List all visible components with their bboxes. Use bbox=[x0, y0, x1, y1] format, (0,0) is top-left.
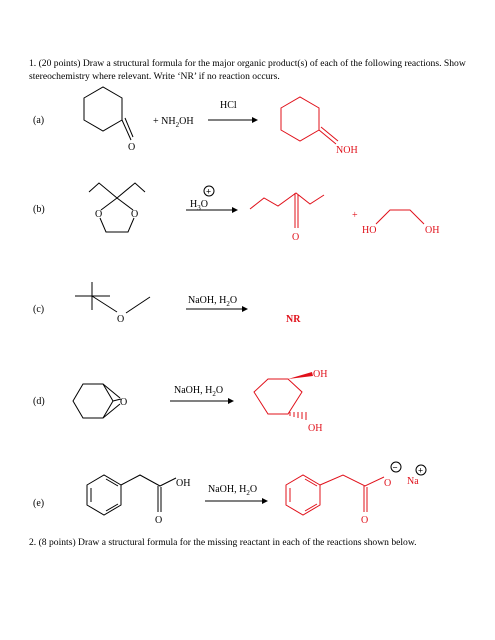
svg-text:+ NH2OH bbox=[153, 116, 194, 129]
reaction-d-cond-sub: 2 bbox=[212, 390, 216, 398]
reaction-d bbox=[33, 369, 327, 434]
svg-text:NaOH, H2O bbox=[188, 295, 237, 308]
reaction-b-oh: OH bbox=[425, 225, 440, 236]
reaction-b-cond-post: O bbox=[200, 199, 208, 210]
reaction-c-cond-post: O bbox=[229, 295, 238, 306]
ketal-dioxolane-bridge bbox=[100, 218, 134, 232]
product-benzene-ring bbox=[286, 475, 320, 515]
reaction-e-na-charge: + bbox=[418, 465, 424, 476]
reaction-c-cond-sub: 2 bbox=[226, 300, 230, 308]
reaction-e bbox=[33, 462, 426, 526]
diol-ring bbox=[254, 379, 302, 414]
reaction-a bbox=[33, 87, 358, 156]
reaction-e-label: (e) bbox=[33, 498, 45, 509]
reaction-d-o: O bbox=[120, 397, 128, 408]
reaction-b-cond-pre: H bbox=[190, 199, 198, 210]
reaction-d-oh-bottom: OH bbox=[308, 423, 323, 434]
reaction-e-arrowhead bbox=[262, 498, 268, 504]
epoxide-bond-3 bbox=[103, 404, 120, 418]
ether-bond-1 bbox=[92, 296, 117, 312]
reaction-c-arrowhead bbox=[242, 306, 248, 312]
reaction-b-product-o: O bbox=[292, 232, 300, 243]
reaction-e-oh: OH bbox=[176, 478, 191, 489]
reaction-b-o2: O bbox=[131, 209, 139, 220]
reaction-a-plus-reagent: + NH bbox=[153, 116, 176, 127]
reaction-b bbox=[33, 183, 439, 243]
reaction-c-nr: NR bbox=[286, 314, 301, 325]
question-2-text: 2. (8 points) Draw a structural formula for the missing reactant in each of the reactions shown below. bbox=[29, 537, 417, 548]
reaction-a-reagent-tail: OH bbox=[179, 116, 194, 127]
oxime-ring bbox=[281, 97, 319, 141]
pentanone-chain bbox=[250, 193, 324, 209]
reaction-c-label: (c) bbox=[33, 304, 45, 315]
ketal-ethyl-chains bbox=[89, 183, 145, 198]
reaction-b-charge: + bbox=[206, 186, 212, 197]
reaction-a-o-atom: O bbox=[128, 142, 136, 153]
reaction-e-minus: − bbox=[392, 462, 398, 473]
reaction-a-product-noh: NOH bbox=[336, 145, 358, 156]
acetic-chain bbox=[121, 475, 176, 486]
reaction-b-label: (b) bbox=[33, 204, 45, 215]
ether-bond-2 bbox=[126, 297, 150, 313]
reaction-b-plus: + bbox=[352, 210, 358, 221]
reaction-c-cond-pre: NaOH, H bbox=[188, 295, 227, 306]
svg-text:NaOH, H2O bbox=[174, 385, 223, 398]
reaction-b-arrowhead bbox=[232, 207, 238, 213]
ethylene-glycol-chain bbox=[376, 210, 424, 224]
benzene-ring bbox=[87, 475, 121, 515]
reaction-d-cond-post: O bbox=[215, 385, 224, 396]
wedge-bond bbox=[288, 372, 313, 379]
carbonyl-bond-2 bbox=[125, 118, 133, 137]
reaction-e-cond-post: O bbox=[249, 484, 258, 495]
reaction-d-label: (d) bbox=[33, 396, 45, 407]
reaction-e-product-o-minus: O bbox=[384, 478, 392, 489]
reaction-b-o1: O bbox=[95, 209, 103, 220]
reaction-b-cond-sub: 3 bbox=[197, 204, 201, 212]
reaction-e-na: Na bbox=[407, 476, 419, 487]
reaction-e-product-o: O bbox=[361, 515, 369, 526]
reaction-d-cond-pre: NaOH, H bbox=[174, 385, 213, 396]
reaction-a-condition: HCl bbox=[220, 100, 237, 111]
reaction-e-cond-sub: 2 bbox=[246, 489, 250, 497]
reaction-e-cond-pre: NaOH, H bbox=[208, 484, 247, 495]
product-acetate-chain bbox=[320, 475, 384, 486]
ketal-co-bond-1 bbox=[101, 198, 117, 210]
cyclohexene-oxide-ring bbox=[73, 384, 113, 418]
cyclohexanone-ring bbox=[84, 87, 122, 131]
epoxide-bond-2 bbox=[103, 384, 120, 398]
reaction-e-o: O bbox=[155, 515, 163, 526]
svg-text:NaOH, H2O bbox=[208, 484, 257, 497]
reaction-a-reagent-sub: 2 bbox=[175, 121, 180, 129]
reaction-b-ho: HO bbox=[362, 225, 377, 236]
reaction-c-o: O bbox=[117, 314, 125, 325]
reaction-d-oh-top: OH bbox=[313, 369, 328, 380]
reaction-d-arrowhead bbox=[228, 398, 234, 404]
reaction-c bbox=[33, 282, 301, 325]
reaction-a-arrowhead bbox=[252, 117, 258, 123]
hash-bond bbox=[290, 412, 306, 420]
reaction-a-label: (a) bbox=[33, 115, 45, 126]
question-1-text: 1. (20 points) Draw a structural formula for the major organic product(s) of each of the following reactions. Show stereochemistry where relevant. Write ‘NR’ if no reaction occurs. bbox=[29, 58, 466, 82]
